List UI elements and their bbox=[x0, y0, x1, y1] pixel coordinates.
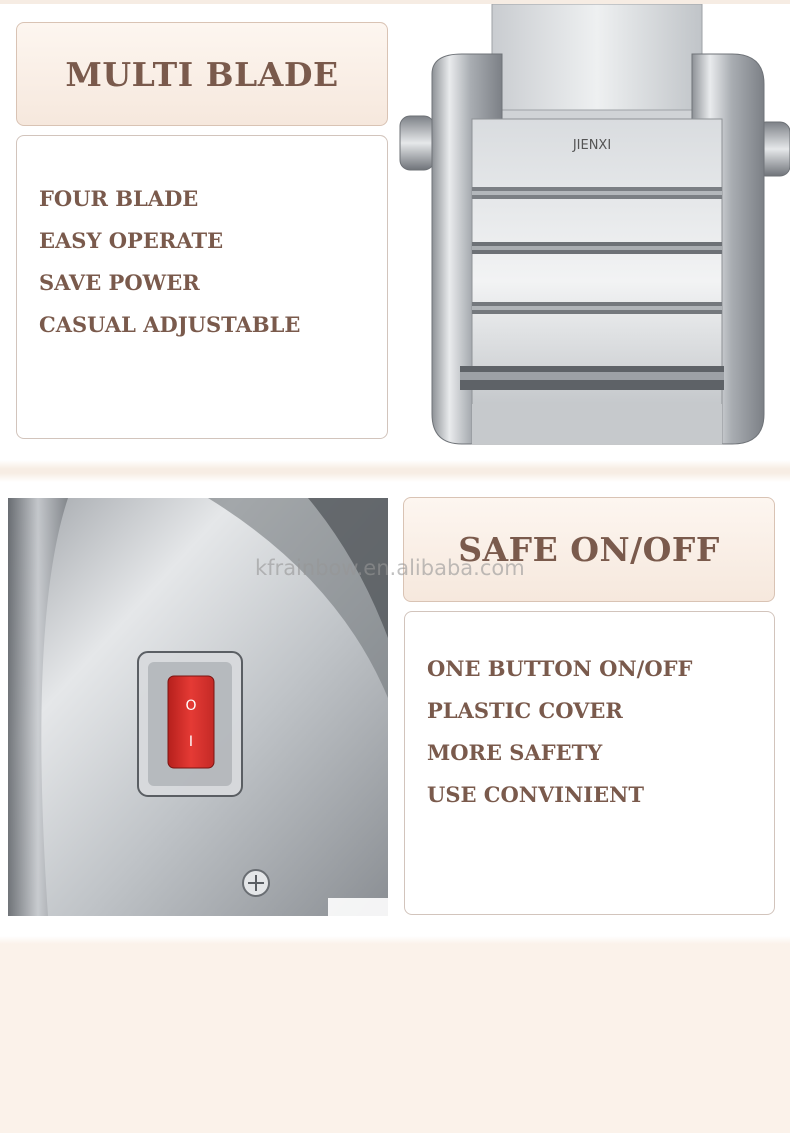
bottom-band bbox=[0, 936, 790, 1133]
feature-item: MORE SAFETY bbox=[427, 740, 603, 765]
feature-item: CASUAL ADJUSTABLE bbox=[39, 312, 301, 337]
feature-item: SAVE POWER bbox=[39, 270, 200, 295]
safe-onoff-feature-list bbox=[404, 611, 775, 915]
safe-onoff-title-box bbox=[403, 497, 775, 602]
safe-onoff-title: SAFE ON/OFF bbox=[458, 530, 720, 569]
feature-item: PLASTIC COVER bbox=[427, 698, 623, 723]
pasta-machine-image bbox=[392, 4, 790, 454]
multi-blade-title-box bbox=[16, 22, 388, 126]
feature-item: ONE BUTTON ON/OFF bbox=[427, 656, 693, 681]
product-logo: JIENXI bbox=[572, 138, 612, 153]
switch-on-label: I bbox=[188, 734, 194, 750]
section-divider bbox=[0, 460, 790, 482]
switch-off-label: O bbox=[185, 698, 197, 714]
feature-item: EASY OPERATE bbox=[39, 228, 224, 253]
feature-item: FOUR BLADE bbox=[39, 186, 199, 211]
feature-item: USE CONVINIENT bbox=[427, 782, 644, 807]
multi-blade-feature-list bbox=[16, 135, 388, 439]
multi-blade-title: MULTI BLADE bbox=[65, 54, 339, 94]
watermark-text: kfrainbow.en.alibaba.com bbox=[255, 556, 525, 580]
